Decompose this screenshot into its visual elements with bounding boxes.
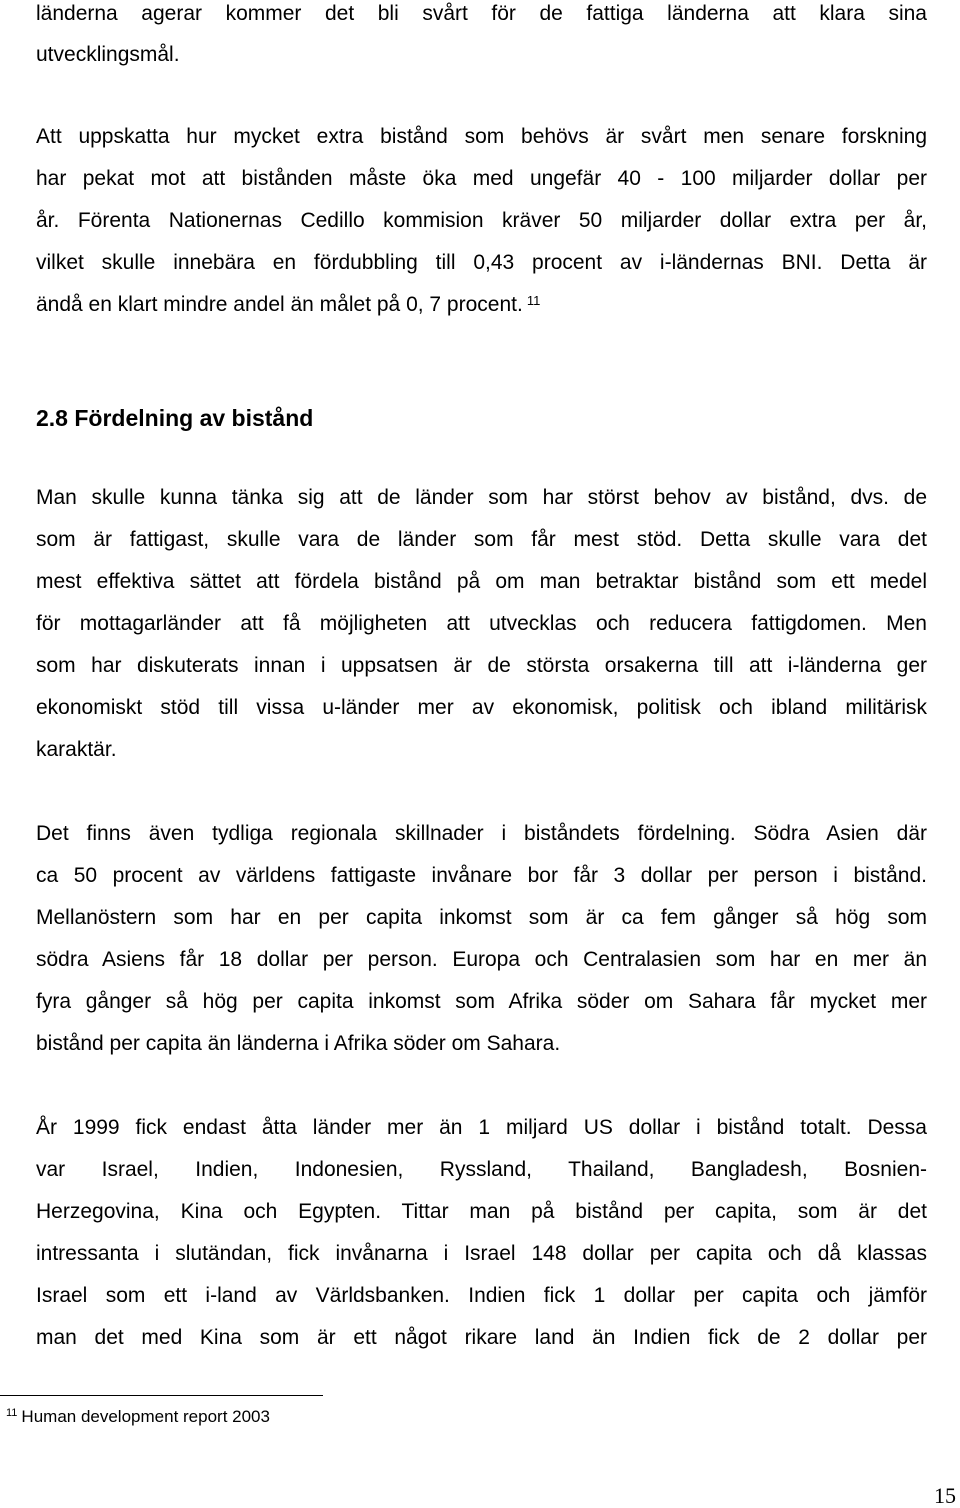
footnote-marker: 11 (6, 1407, 18, 1419)
text-line-content: ändå en klart mindre andel än målet på 0, 7 procent. (36, 293, 523, 316)
text-line: länderna agerar kommer det bli svårt för de fattiga länderna att klara sina (36, 2, 927, 25)
text-line: Herzegovina, Kina och Egypten. Tittar man på bistånd per capita, som är det (36, 1200, 927, 1223)
text-line: man det med Kina som är ett något rikare land än Indien fick de 2 dollar per (36, 1326, 927, 1349)
text-line: Man skulle kunna tänka sig att de länder som har störst behov av bistånd, dvs. de (36, 486, 927, 509)
footnote (6, 1405, 270, 1431)
text-line: Det finns även tydliga regionala skillnader i biståndets fördelning. Södra Asien där (36, 822, 927, 845)
text-line: vilket skulle innebära en fördubbling till 0,43 procent av i-ländernas BNI. Detta är (36, 251, 927, 274)
text-line: mest effektiva sättet att fördela bistånd på om man betraktar bistånd som ett medel (36, 570, 927, 593)
text-line: var Israel, Indien, Indonesien, Ryssland, Thailand, Bangladesh, Bosnien- (36, 1158, 927, 1181)
page-number: 15 (934, 1483, 956, 1508)
section-heading: 2.8 Fördelning av bistånd (36, 405, 314, 431)
text-line: karaktär. (36, 738, 117, 761)
text-line: har pekat mot att bistånden måste öka med ungefär 40 - 100 miljarder dollar per (36, 167, 927, 190)
text-line: ca 50 procent av världens fattigaste invånare bor får 3 dollar per person i bistånd. (36, 864, 927, 887)
text-line: södra Asiens får 18 dollar per person. Europa och Centralasien som har en mer än (36, 948, 927, 971)
text-line: intressanta i slutändan, fick invånarna i Israel 148 dollar per capita och då klassas (36, 1242, 927, 1265)
footnote-text: Human development report 2003 (21, 1407, 270, 1426)
footnote-reference[interactable]: 11 (526, 293, 541, 308)
text-line: Mellanöstern som har en per capita inkomst som är ca fem gånger så hög som (36, 906, 927, 929)
text-line: för mottagarländer att få möjligheten att utvecklas och reducera fattigdomen. Men (36, 612, 927, 635)
footnote-separator (0, 1395, 323, 1396)
text-line: utvecklingsmål. (36, 43, 180, 66)
text-line: ekonomiskt stöd till vissa u-länder mer av ekonomisk, politisk och ibland militärisk (36, 696, 927, 719)
text-line: som är fattigast, skulle vara de länder som får mest stöd. Detta skulle vara det (36, 528, 927, 551)
text-line: Att uppskatta hur mycket extra bistånd som behövs är svårt men senare forskning (36, 125, 927, 148)
text-line: bistånd per capita än länderna i Afrika söder om Sahara. (36, 1032, 561, 1055)
text-line: År 1999 fick endast åtta länder mer än 1 miljard US dollar i bistånd totalt. Dessa (36, 1116, 927, 1139)
text-line: Israel som ett i-land av Världsbanken. Indien fick 1 dollar per capita och jämför (36, 1284, 927, 1307)
text-line: år. Förenta Nationernas Cedillo kommision kräver 50 miljarder dollar extra per år, (36, 209, 927, 232)
text-line: fyra gånger så hög per capita inkomst som Afrika söder om Sahara får mycket mer (36, 990, 927, 1013)
text-line: som har diskuterats innan i uppsatsen är de största orsakerna till att i-länderna ger (36, 654, 927, 677)
text-line (36, 291, 927, 321)
